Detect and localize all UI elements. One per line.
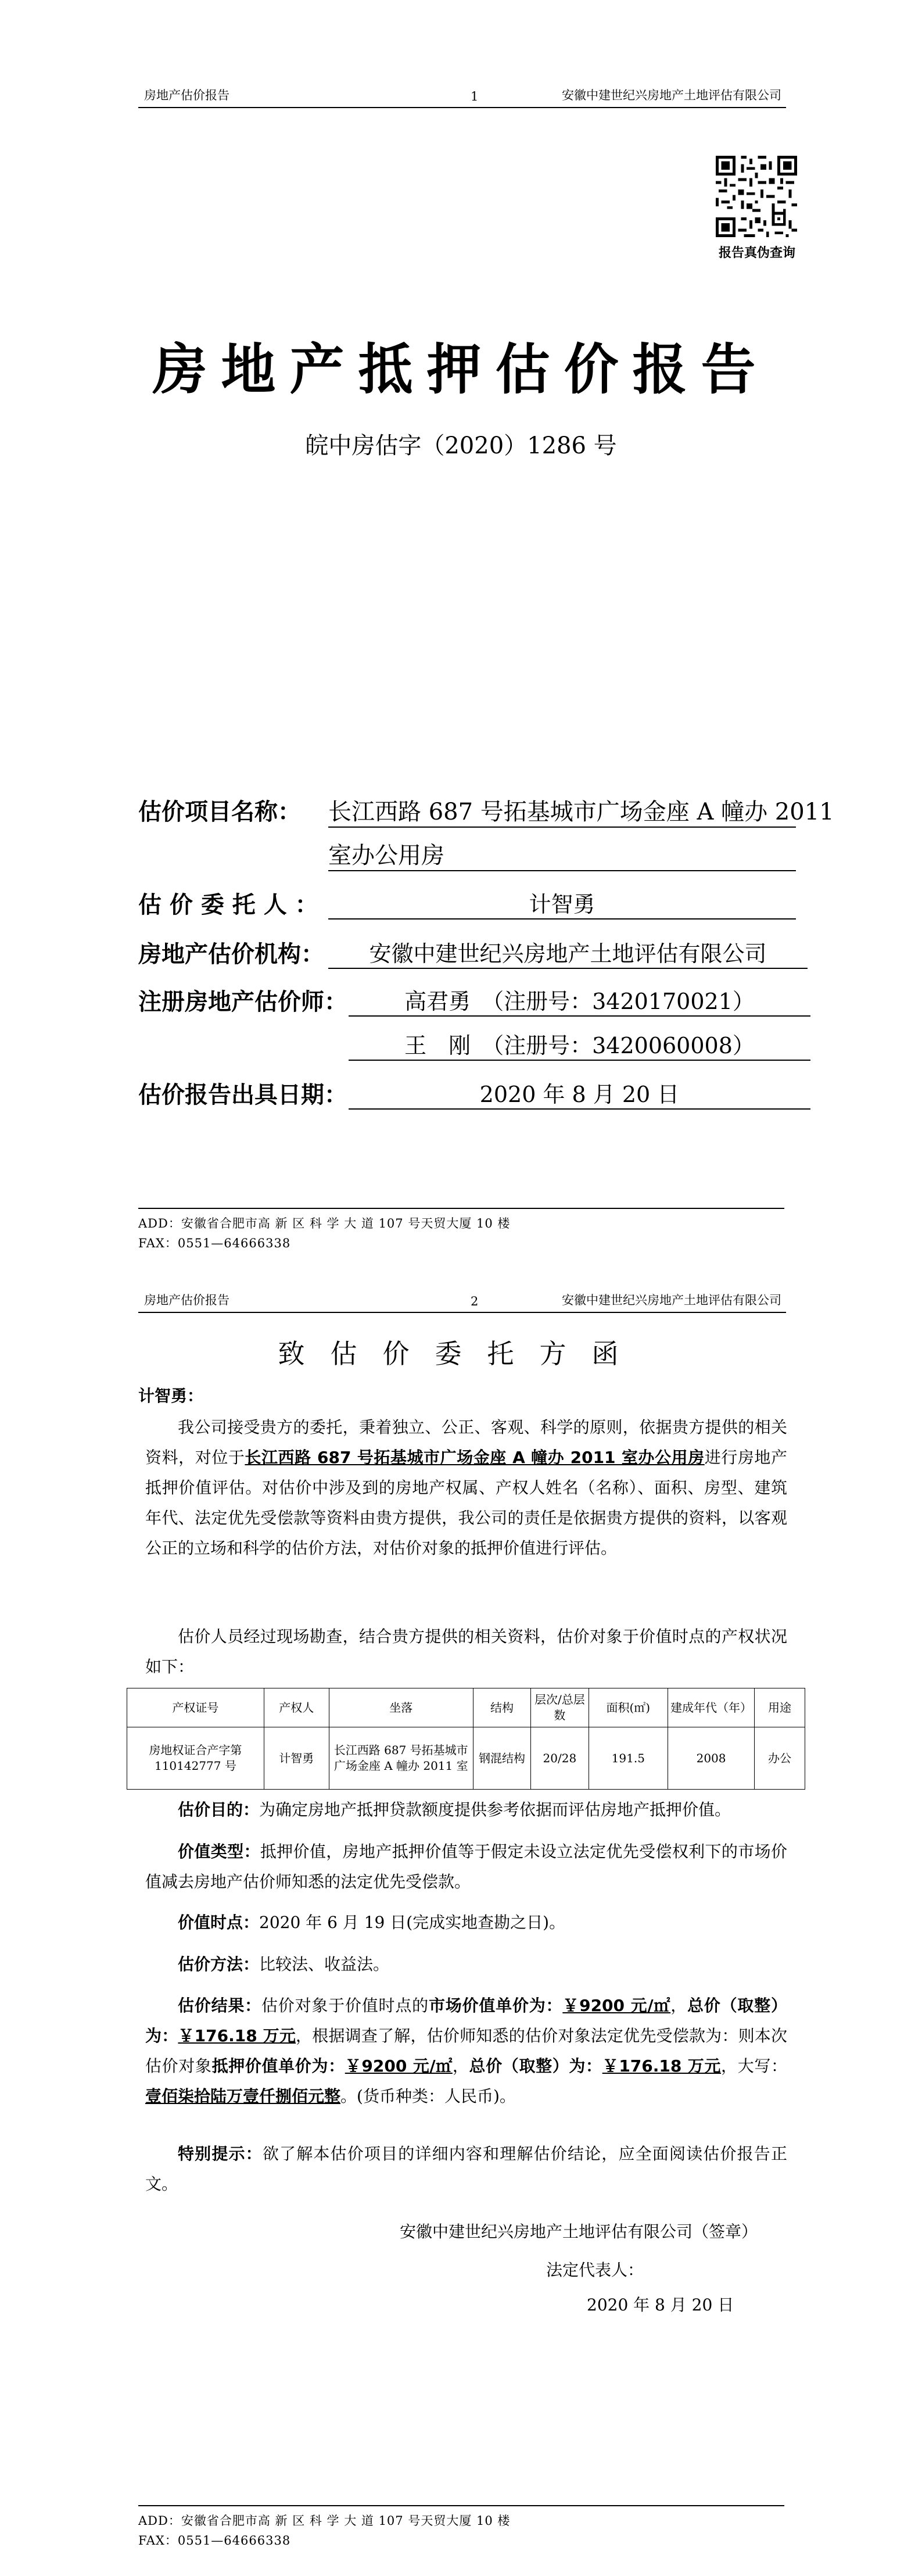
table-cell: 办公 [755,1727,805,1790]
header-page-number: 2 [471,1294,479,1308]
appraiser-2: 王 刚 （注册号：3420060008） [349,1028,810,1061]
market-unit-price: ￥9200 元/㎡ [562,1996,671,2015]
footer-address: ADD：安徽省合肥市高 新 区 科 学 大 道 107 号天贸大厦 10 楼 [138,1217,511,1230]
value-date-paragraph [145,1908,787,1938]
purpose-paragraph [145,1795,787,1825]
header-company: 安徽中建世纪兴房地产土地评估有限公司 [562,88,781,102]
property-address: 长江西路 687 号拓基城市广场金座 A 幢办 2011 室办公用房 [245,1448,705,1467]
project-value-line1: 长江西路 687 号拓基城市广场金座 A 幢办 2011 [328,793,796,828]
qr-label: 报告真伪查询 [718,246,795,260]
method-label: 估价方法： [178,1955,260,1974]
value-type-paragraph [145,1837,787,1897]
market-unit-label: 市场价值单价为： [428,1996,563,2015]
table-header-cell: 产权人 [264,1688,329,1727]
page-header [138,86,786,108]
table-header-cell: 用途 [755,1688,805,1727]
project-label: 估价项目名称： [138,799,301,825]
date-row [138,1076,347,1110]
appraiser-row [138,983,347,1017]
result-text: 估价对象于价值时点的 [261,1996,429,2015]
signing-date: 2020 年 8 月 20 日 [587,2295,734,2314]
table-cell: 长江西路 687 号拓基城市广场金座 A 幢办 2011 室 [329,1727,473,1790]
client-value: 计智勇 [328,886,796,920]
cover-page [0,0,922,1282]
table-row [127,1727,805,1790]
result-text: ， [670,1996,687,2015]
intro-paragraph [145,1412,787,1564]
total-in-words: 壹佰柒拾陆万壹仟捌佰元整 [145,2087,341,2106]
page-footer [138,1214,510,1253]
appraiser-label: 注册房地产估价师： [138,989,347,1015]
notice-label: 特别提示： [178,2144,263,2163]
client-label: 估 价 委 托 人 ： [138,892,318,918]
intro-text-c: 进行房地产抵押价值评估。对估价中涉及到的房地产权属、产权人姓名（名称）、面积、房型、建筑年代、法定优先受偿款等资料由贵方提供，我公司的责任是依据贵方提供的资料，以客观公正的立场和科学的估价方法，对估价对象的抵押价值进行评估。 [145,1448,787,1558]
mortgage-unit-price: ￥9200 元/㎡ [345,2056,453,2076]
result-paragraph [145,1991,787,2112]
legal-representative: 法定代表人： [546,2260,644,2280]
method-text: 比较法、收益法。 [259,1955,390,1974]
table-cell: 钢混结构 [473,1727,530,1790]
date-value: 2020 年 8 月 20 日 [349,1076,810,1110]
table-header-cell: 层次/总层数 [531,1688,589,1727]
value-type-label: 价值类型： [178,1842,260,1861]
signing-company: 安徽中建世纪兴房地产土地评估有限公司（签章） [400,2222,758,2241]
result-text: ，大写： [721,2056,787,2076]
result-label: 估价结果： [178,1996,261,2015]
project-row [138,793,301,827]
table-cell: 房地权证合产字第 110142777 号 [127,1727,264,1790]
appraiser-1: 高君勇 （注册号：3420170021） [349,983,810,1017]
table-header-cell: 结构 [473,1688,530,1727]
qr-code-icon[interactable] [716,156,797,237]
report-title: 房地产抵押估价报告 [152,338,770,402]
page-footer [138,2511,510,2550]
table-header-cell: 建成年代（年） [668,1688,755,1727]
date-label: 估价报告出具日期： [138,1082,347,1108]
intro-text-a: 我公司接受贵方的委托，秉着独立、公正、客观、科学的原则，依据贵方提供的相关资料，对位于 [145,1418,787,1467]
result-text: ，根据调查了解，估价师知悉的估价对象法定优先受偿款为：则本次估价对象 [145,2026,787,2076]
page-header [138,1283,786,1313]
mortgage-unit-label: 抵押价值单价为： [211,2056,345,2076]
agency-label: 房地产估价机构： [138,941,324,968]
value-date-text: 2020 年 6 月 19 日(完成实地查勘之日)。 [259,1913,566,1932]
table-cell: 计智勇 [264,1727,329,1790]
notice-text: 欲了解本估价项目的详细内容和理解估价结论，应全面阅读估价报告正文。 [145,2144,787,2194]
document-number: 皖中房估字（2020）1286 号 [305,432,617,459]
table-header-cell: 产权证号 [127,1688,264,1727]
table-cell: 2008 [668,1727,755,1790]
notice-paragraph [145,2139,787,2199]
table-header-cell: 坐落 [329,1688,473,1727]
purpose-label: 估价目的： [178,1800,260,1819]
table-header-cell: 面积(㎡) [589,1688,668,1727]
result-text: 。(货币种类：人民币)。 [340,2087,516,2106]
salutation: 计智勇： [138,1386,204,1405]
footer-address: ADD：安徽省合肥市高 新 区 科 学 大 道 107 号天贸大厦 10 楼 [138,2514,511,2528]
property-table [127,1688,805,1790]
header-report-name: 房地产估价报告 [144,1293,229,1307]
letter-title: 致估价委托方函 [278,1338,644,1369]
footer-fax: FAX：0551—64666338 [138,2534,291,2548]
header-company: 安徽中建世纪兴房地产土地评估有限公司 [562,1293,781,1307]
footer-divider [138,1208,784,1209]
table-cell: 20/28 [531,1727,589,1790]
client-row [138,886,318,920]
survey-paragraph: 估价人员经过现场勘查，结合贵方提供的相关资料，估价对象于价值时点的产权状况如下： [145,1627,787,1676]
agency-value: 安徽中建世纪兴房地产土地评估有限公司 [328,936,808,969]
value-date-label: 价值时点： [178,1913,260,1932]
header-page-number: 1 [471,90,479,103]
project-value-line2: 室办公用房 [328,837,796,871]
footer-fax: FAX：0551—64666338 [138,1236,291,1250]
method-paragraph [145,1949,787,1980]
market-total-price: ￥176.18 万元 [178,2026,296,2045]
mortgage-total-label: 总价（取整）为： [469,2056,602,2076]
table-header-row [127,1688,805,1727]
market-total-label: 总价（取整）为： [145,1996,787,2045]
mortgage-total-price: ￥176.18 万元 [602,2056,722,2076]
result-text: ， [452,2056,469,2076]
purpose-text: 为确定房地产抵押贷款额度提供参考依据而评估房地产抵押价值。 [259,1800,731,1819]
table-cell: 191.5 [589,1727,668,1790]
footer-divider [138,2505,784,2506]
value-type-text: 抵押价值，房地产抵押价值等于假定未设立法定优先受偿权利下的市场价值减去房地产估价师知悉的法定优先受偿款。 [145,1842,787,1891]
agency-row [138,936,324,969]
header-report-name: 房地产估价报告 [144,88,229,102]
